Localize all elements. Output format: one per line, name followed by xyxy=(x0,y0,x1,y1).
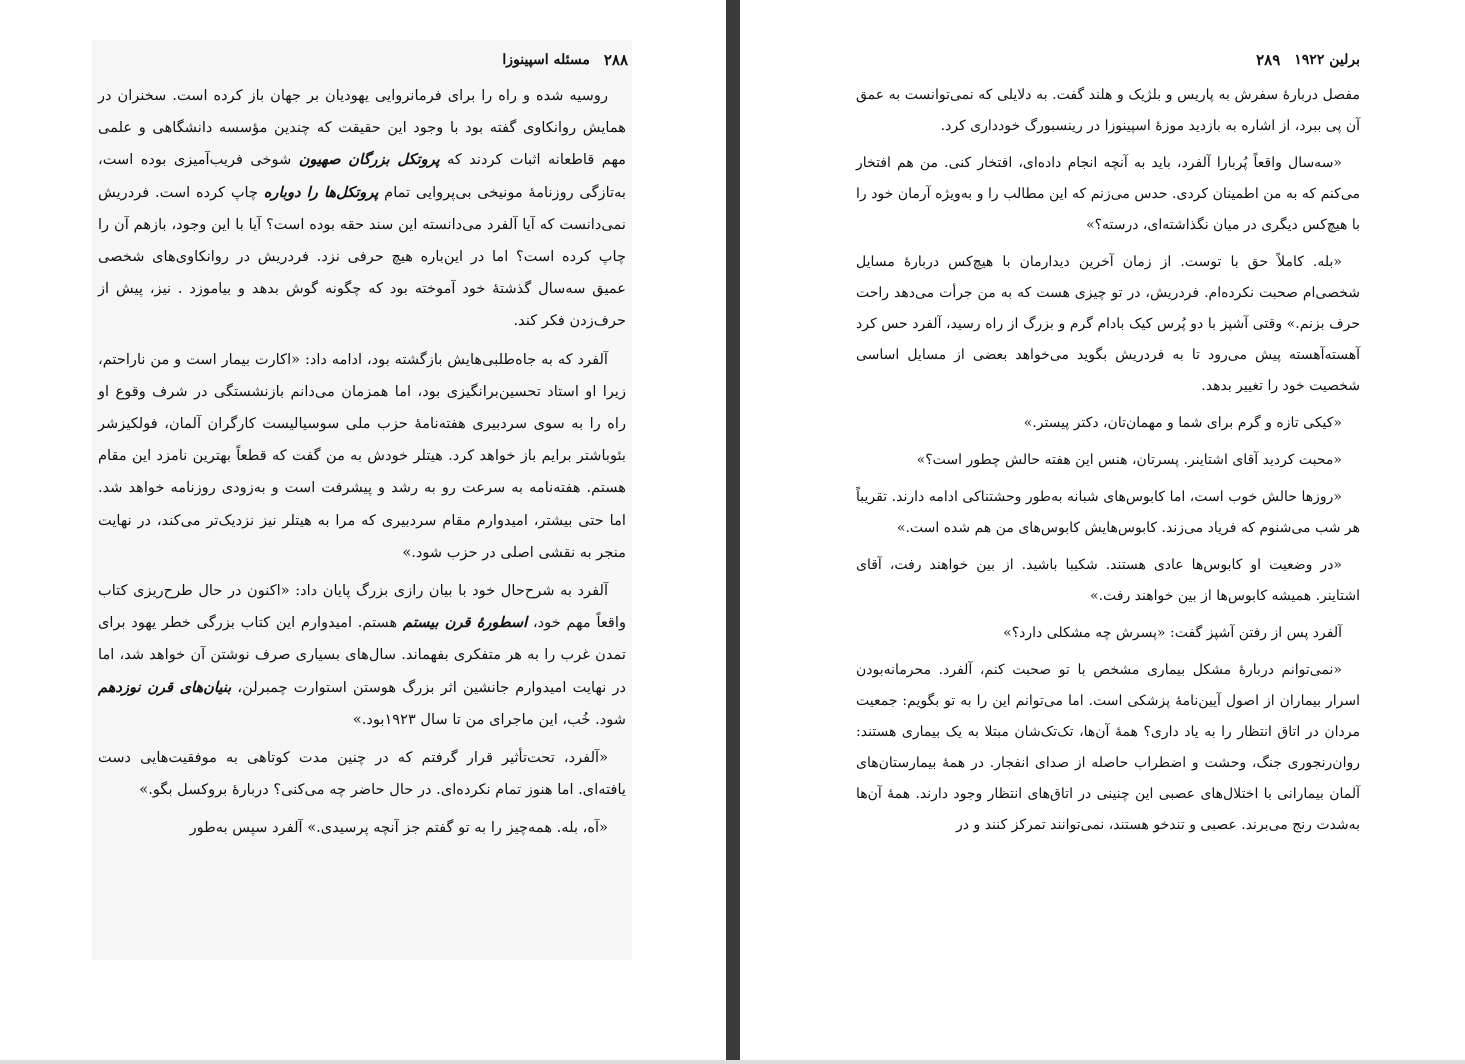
text-segment: آلفرد که به جاه‌طلبی‌هایش بازگشته بود، ادامه داد: «اکارت بیمار است و من ناراحتم، زیرا او استاد تحسین‌برانگیزی بود، اما همزمان می‌دانم بازنشستگی در شرف وقوع او راه را به سوی سردبیری هفته‌نامهٔ حزب ملی سوسیالیست کارگران آلمان، فولکیزشر بئوباشتر برایم باز خواهد کرد. هیتلر خودش به من گفت که قطعاً بهترین نامزد این مقام هستم. هفته‌نامه به سرعت رو به رشد و پیشرفت است و به‌زودی روزنامه خواهد شد. اما حتی بیشتر، امیدوارم مقام سردبیری که مرا به هیتلر نیز نزدیک‌تر می‌کند، در نهایت منجر به نقشی اصلی در حزب شود.» xyxy=(98,350,626,561)
right-page xyxy=(852,40,1364,960)
left-page xyxy=(92,40,632,960)
left-page-running-title: مسئله اسپینوزا xyxy=(502,52,590,68)
page-gutter xyxy=(726,0,740,1064)
right-page-number: ۲۸۹ xyxy=(1256,51,1281,69)
text-segment: «آه، بله. همه‌چیز را به تو گفتم جز آنچه پرسیدی.» آلفرد سپس به‌طور xyxy=(189,819,608,837)
left-page-number: ۲۸۸ xyxy=(603,51,628,69)
left-paragraph xyxy=(98,812,626,844)
left-page-header xyxy=(92,40,632,80)
left-page-body xyxy=(92,80,632,845)
right-paragraph: «نمی‌توانم دربارهٔ مشکل بیماری مشخص با تو صحبت کنم، آلفرد. محرمانه‌بودن اسرار بیماران از اصول آیین‌نامهٔ پزشکی است. اما می‌توانم این را به تو بگویم: جمعیت مردان در اتاق انتظار را به یاد داری؟ همهٔ آن‌ها، تک‌تک‌شان مبتلا به یک بیماری هستند: روان‌رنجوری جنگ، وحشت و اضطراب حاصله از صدای انفجار. در همهٔ بیمارستان‌های آلمان بیمارانی با اختلال‌های عصبی این چنینی در اتاق‌های انتظار وجود دارند. همهٔ آن‌ها به‌شدت رنج می‌برند. عصبی و تندخو هستند، نمی‌توانند تمرکز کنند و در xyxy=(856,662,1360,833)
text-segment: «آلفرد، تحت‌تأثیر قرار گرفتم که در چنین مدت کوتاهی به موفقیت‌هایی دست یافته‌ای. اما هنوز تمام نکرده‌ای. در حال حاضر چه می‌کنی؟ دربارهٔ بروکسل بگو.» xyxy=(98,749,626,799)
emphasized-title: اسطورهٔ قرن بیستم xyxy=(403,614,528,632)
left-paragraph xyxy=(98,80,626,338)
emphasized-title: پروتکل‌ها را دوباره xyxy=(263,183,379,201)
right-paragraph: آلفرد پس از رفتن آشپز گفت: «پسرش چه مشکلی دارد؟» xyxy=(1003,625,1342,641)
right-page-running-title: برلین ۱۹۲۲ xyxy=(1294,52,1360,68)
text-segment: چاپ کرده است. فردریش نمی‌دانست که آیا آلفرد می‌دانسته این سند حقه بوده است؟ آیا با این وجود، بازهم آن را چاپ کرده است؟ اما در این‌باره هیچ حرفی نزد. فردریش در روانکاوی‌های شخصی عمیق سه‌سال گذشتهٔ خود آموخته بود که چگونه گوش بدهد و بیاموزد . نیز، پیش از حرف‌زدن فکر کند. xyxy=(98,183,626,330)
right-paragraph: «بله. کاملاً حق با توست. از زمان آخرین دیدارمان با هیچ‌کس دربارهٔ مسایل شخصی‌ام صحبت نکرده‌ام. فردریش، در تو چیزی هست که به من جرأت می‌دهد راحت حرف بزنم.» وقتی آشپز با دو پُرس کیک بادام گرم و بزرگ از راه رسید، آلفرد حس کرد آهسته‌آهسته پیش می‌رود تا به فردریش بگوید می‌خواهد بعضی از مسایل اساسی شخصیت خود را تغییر بدهد. xyxy=(856,254,1360,394)
emphasized-title: پروتکل بزرگان صهیون xyxy=(298,151,440,169)
right-paragraph: «روزها حالش خوب است، اما کابوس‌های شبانه به‌طور وحشتناکی ادامه دارند. تقریباً هر شب می‌شنوم که فریاد می‌زند. کابوس‌هایش کابوس‌های من هم شده است.» xyxy=(856,489,1360,536)
right-paragraph: «محبت کردید آقای اشتاینر. پسرتان، هنس این هفته حالش چطور است؟» xyxy=(916,452,1342,468)
right-paragraph: «در وضعیت او کابوس‌ها عادی هستند. شکیبا باشید. از بین خواهند رفت، آقای اشتاینر. همیشه کابوس‌ها از بین خواهند رفت.» xyxy=(856,557,1360,604)
left-paragraph xyxy=(98,742,626,806)
viewer-bottom-edge xyxy=(0,1060,1465,1064)
right-paragraph: «کیکی تازه و گرم برای شما و مهمان‌تان، دکتر پیستر.» xyxy=(1023,415,1342,431)
right-paragraph: «سه‌سال واقعاً پُربارا آلفرد، باید به آنچه انجام داده‌ای، افتخار کنی. من هم افتخار می‌کنم که به من اطمینان کردی. حدس می‌زنم که این مطالب را و به‌ویژه آرمان خود را با هیچ‌کس دیگری در میان نگذاشته‌ای، درسته؟» xyxy=(856,155,1360,233)
left-paragraph xyxy=(98,575,626,736)
text-segment: شوخی فریب‌آمیزی بوده است، به‌تازگی روزنامهٔ مونیخی بی‌پروایی تمام xyxy=(98,151,626,201)
text-segment: شود. خُب، این ماجرای من تا سال ۱۹۲۳بود.» xyxy=(352,710,626,728)
text-segment: آلفرد به شرح‌حال خود با بیان رازی بزرگ پایان داد: «اکنون در حال طرح‌ریزی کتاب واقعاً مهم خود، xyxy=(98,582,627,632)
right-page-header xyxy=(852,40,1364,80)
text-segment: هستم. امیدوارم این کتاب بزرگی خطر یهود برای تمدن غرب را به هر متفکری بفهماند. سال‌های بسیاری صرف نوشتن آن خواهد شد، اما در نهایت امیدوارم جانشین اثر بزرگ هوستن استوارت چمبرلن، xyxy=(98,614,626,696)
right-paragraph: مفصل دربارهٔ سفرش به پاریس و بلژیک و هلند گفت. به دلایلی که نمی‌توانست به عمق آن پی ببرد، از اشاره به بازدید موزهٔ اسپینوزا در رینسبورگ خودداری کرد. xyxy=(856,87,1360,134)
right-page-body xyxy=(852,80,1364,841)
text-segment: روسیه شده و راه را برای فرمانروایی یهودیان بر جهان باز کرده است. سخنران در همایش روانکاوی گفته بود با وجود این حقیقت که چندین مؤسسه دانشگاهی و علمی مهم قاطعانه اثبات کردند که xyxy=(98,87,626,169)
emphasized-title: بنیان‌های قرن نوزدهم xyxy=(98,678,232,696)
left-paragraph xyxy=(98,344,626,569)
